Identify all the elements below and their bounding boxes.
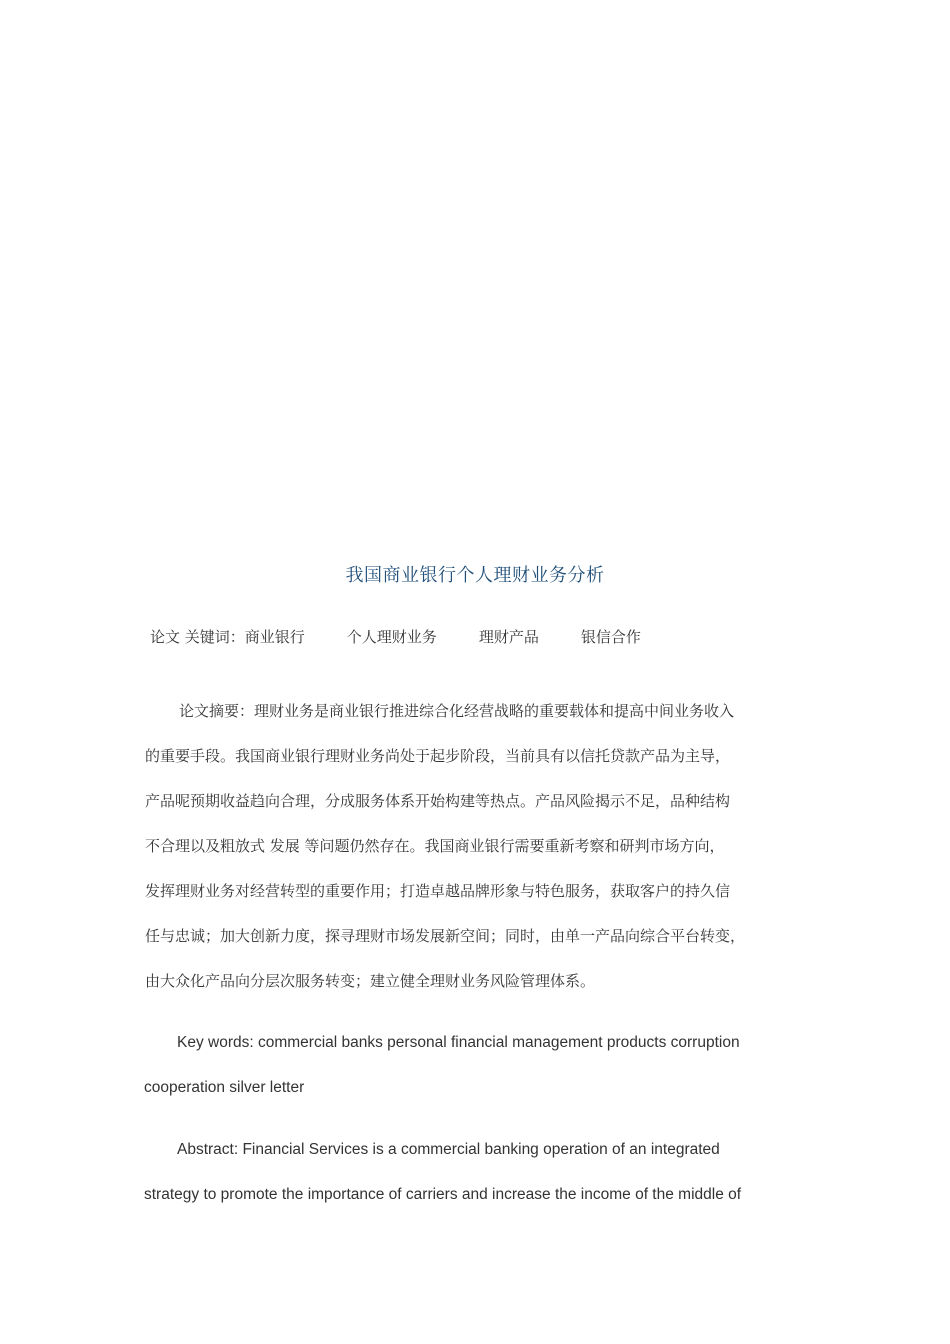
keyword-term: 理财产品 xyxy=(478,628,539,646)
abstract-en-line: Abstract: Financial Services is a commercial banking operation of an integrated xyxy=(177,1141,720,1158)
keywords-en-line: Key words: commercial banks personal financial management products corruption xyxy=(177,1034,740,1051)
abstract-en xyxy=(144,1127,824,1217)
document-title: 我国商业银行个人理财业务分析 xyxy=(345,565,605,586)
keyword-term: 个人理财业务 xyxy=(346,628,437,646)
keyword-term: 银信合作 xyxy=(580,628,641,646)
keywords-en xyxy=(144,1020,824,1110)
abstract-cn-line: 不合理以及粗放式 发展 等问题仍然存在。我国商业银行需要重新考察和研判市场方向， xyxy=(145,837,725,855)
keyword-term: 商业银行 xyxy=(244,628,305,646)
keywords-cn-label: 论文 关键词： xyxy=(150,628,245,646)
abstract-en-line: strategy to promote the importance of carriers and increase the income of the middle of xyxy=(144,1186,742,1203)
abstract-cn-line: 的重要手段。我国商业银行理财业务尚处于起步阶段，当前具有以信托贷款产品为主导， xyxy=(145,747,731,765)
abstract-cn-line: 发挥理财业务对经营转型的重要作用；打造卓越品牌形象与特色服务，获取客户的持久信 xyxy=(145,882,731,900)
abstract-cn xyxy=(145,689,810,1004)
abstract-cn-line: 任与忠诚；加大创新力度，探寻理财市场发展新空间；同时，由单一产品向综合平台转变， xyxy=(145,927,746,945)
abstract-cn-line: 论文摘要：理财业务是商业银行推进综合化经营战略的重要载体和提高中间业务收入 xyxy=(179,702,735,720)
abstract-cn-line: 产品呢预期收益趋向合理，分成服务体系开始构建等热点。产品风险揭示不足，品种结构 xyxy=(145,792,731,810)
keywords-cn xyxy=(150,626,641,647)
abstract-cn-line: 由大众化产品向分层次服务转变；建立健全理财业务风险管理体系。 xyxy=(145,972,596,990)
keywords-en-line: cooperation silver letter xyxy=(144,1079,305,1096)
